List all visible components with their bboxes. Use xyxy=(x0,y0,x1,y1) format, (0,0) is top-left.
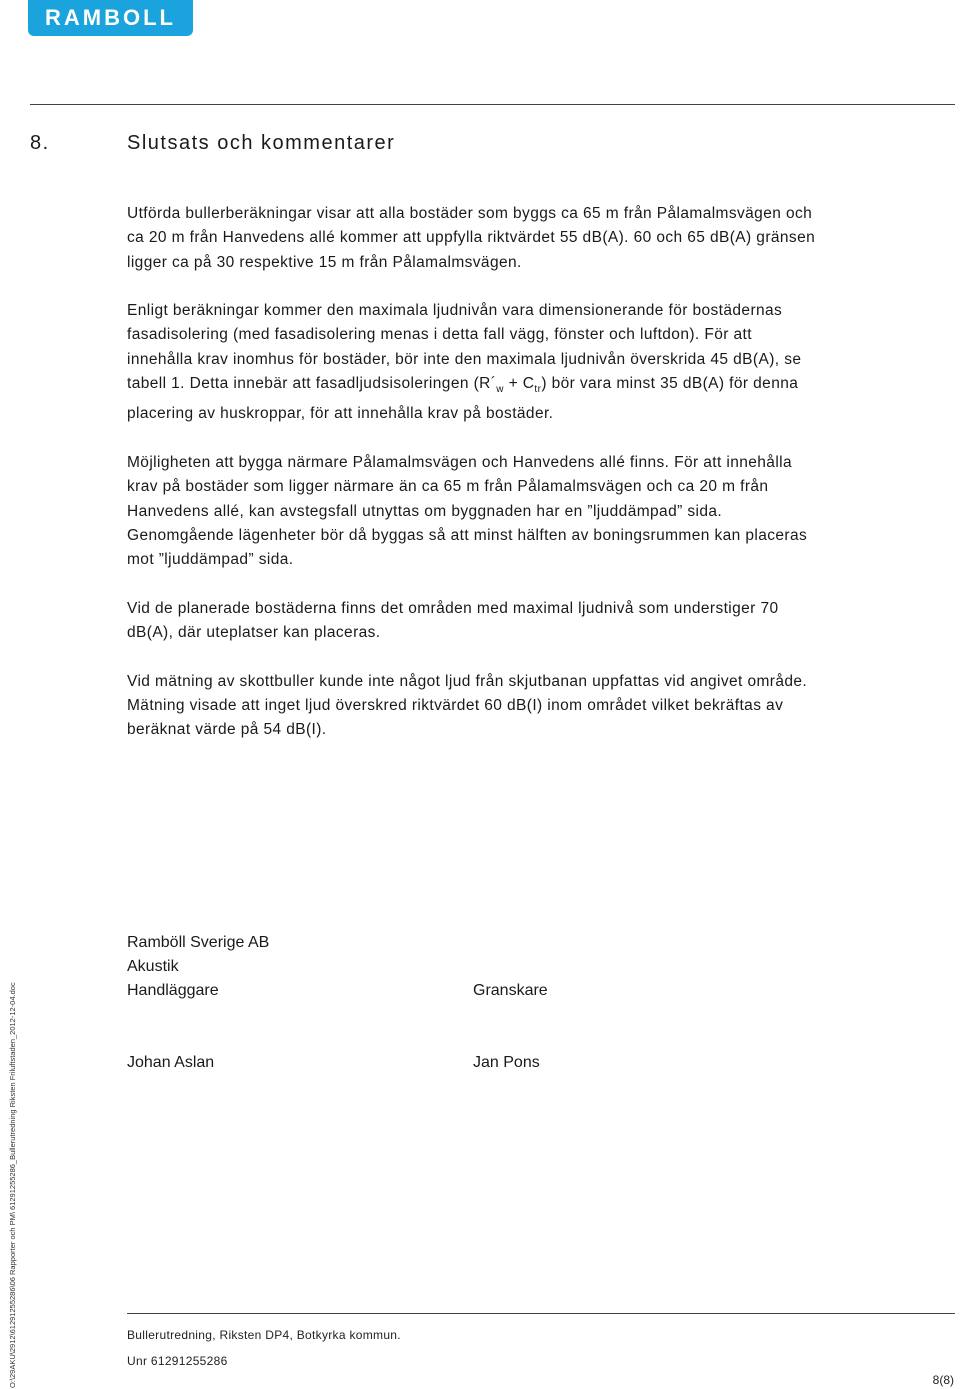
paragraph-5: Vid mätning av skottbuller kunde inte något ljud från skjutbanan uppfattas vid angivet område. Mätning visade att inget ljud överskred riktvärdet 60 dB(I) inom området vilket bekräftas av beräknat värde på 54 dB(I). xyxy=(127,672,808,739)
handler-label: Handläggare xyxy=(127,982,219,999)
department-name: Akustik xyxy=(127,958,179,975)
subscript-tr: tr xyxy=(534,384,542,396)
paragraph-2-start: Enligt beräkningar kommer den maximala ljudnivån vara dimensionerande för bostädernas fasadisolering (med fasadisolering menas i detta fall vägg, fönster och luftdon). För att innehålla krav inomhus för bostäder, bör inte den maximala ljudnivån överskrida 45 dB(A), se tabell 1. Detta innebär att fasadljudsisoleringen (R´ xyxy=(127,302,802,393)
company-name: Ramböll Sverige AB xyxy=(127,934,270,951)
paragraph-2 xyxy=(127,299,817,427)
reviewer-label: Granskare xyxy=(473,982,548,999)
paragraph-2-mid: + C xyxy=(503,375,535,393)
body-text xyxy=(127,202,817,767)
header-divider xyxy=(30,104,955,105)
footer-divider xyxy=(127,1313,955,1314)
logo-text: RAMBOLL xyxy=(45,5,176,30)
reviewer-name: Jan Pons xyxy=(473,1054,540,1071)
paragraph-3: Möjligheten att bygga närmare Pålamalmsvägen och Hanvedens allé finns. För att innehålla krav på bostäder som ligger närmare än ca 65 m från Pålamalmsvägen och ca 20 m från Hanvedens allé, kan avstegsfall utnyttas om byggnaden har en ”ljuddämpad” sida. Genomgående lägenheter bör då byggas så att minst hälften av boningsrummen kan placeras mot ”ljuddämpad” sida. xyxy=(127,454,808,569)
footer-title: Bullerutredning, Riksten DP4, Botkyrka kommun. xyxy=(127,1328,401,1342)
subscript-w: w xyxy=(496,384,504,396)
handler-name: Johan Aslan xyxy=(127,1054,215,1071)
ramboll-logo xyxy=(28,0,193,36)
document-path: O:\29AKU\2912\61291255286\06 Rapporter och PM\ 61291255286_Bullerutredning Riksten Friluftstaden_2012-12-04.doc xyxy=(8,982,17,1388)
paragraph-2-end: ) bör vara minst 35 dB(A) för denna placering av huskroppar, för att innehålla krav på bostäder. xyxy=(127,375,799,423)
page-number: 8(8) xyxy=(932,1373,954,1387)
section-number: 8. xyxy=(30,132,50,154)
paragraph-4: Vid de planerade bostäderna finns det områden med maximal ljudnivå som understiger 70 dB(A), där uteplatser kan placeras. xyxy=(127,599,779,642)
footer-unr: Unr 61291255286 xyxy=(127,1354,228,1368)
section-title: Slutsats och kommentarer xyxy=(127,132,396,154)
paragraph-1: Utförda bullerberäkningar visar att alla bostäder som byggs ca 65 m från Pålamalmsvägen och ca 20 m från Hanvedens allé kommer att uppfylla riktvärdet 55 dB(A). 60 och 65 dB(A) gränsen ligger ca på 30 respektive 15 m från Pålamalmsvägen. xyxy=(127,205,816,271)
